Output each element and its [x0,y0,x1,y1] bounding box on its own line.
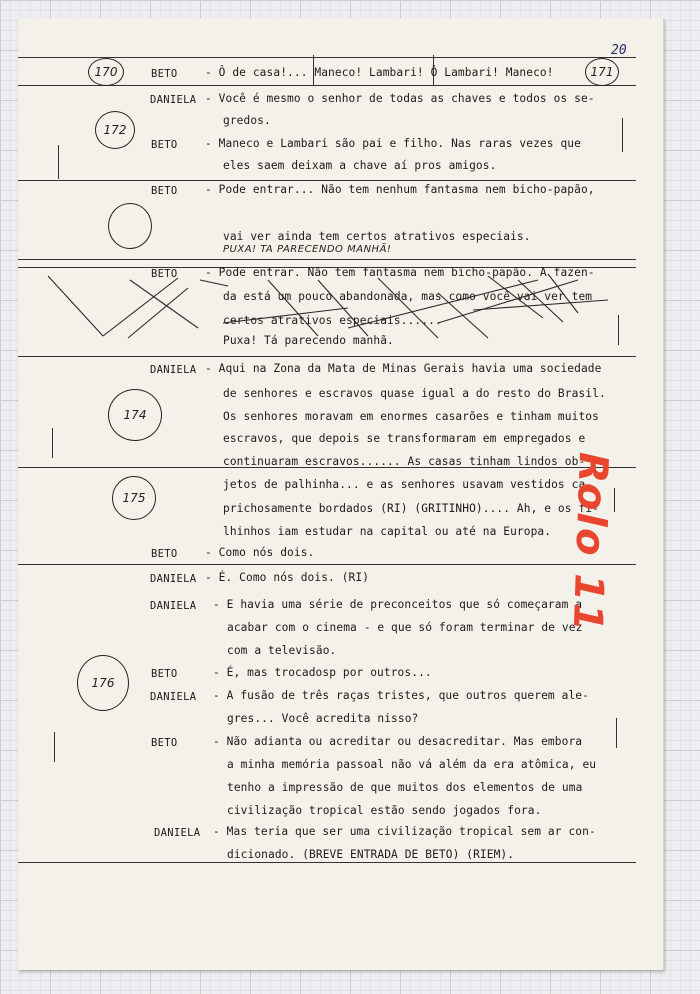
dialogue-line: vai ver ainda tem certos atrativos especiais. [223,230,531,243]
cue-marker-174: 174 [108,389,162,441]
dialogue-line: - Não adianta ou acreditar ou desacreditar. Mas embora [213,735,583,748]
dialogue-line: dicionado. (BREVE ENTRADA DE BETO) (RIEM). [227,848,515,861]
speaker-name: DANIELA [150,600,197,612]
handwritten-note: PUXA! TA PARECENDO MANHÃ! [223,244,392,255]
dialogue-line: prichosamente bordados (RI) (GRITINHO).... Ah, e os fi- [223,502,599,515]
dialogue-line: continuaram escravos...... As casas tinham lindos ob- [223,455,586,468]
cross-out-stroke [128,288,188,338]
speaker-name: DANIELA [150,94,197,106]
cue-marker-171: 171 [585,58,619,86]
speaker-name: DANIELA [154,827,201,839]
cross-out-stroke [488,276,543,318]
dialogue-line: da está um pouco abandonada, mas como você vai ver tem [223,290,593,303]
dialogue-line: Puxa! Tá parecendo manhã. [223,334,394,347]
dialogue-line: tenho a impressão de que muitos dos elementos de uma [227,781,583,794]
speaker-name: BETO [151,185,178,197]
dialogue-line: - Maneco e Lambari são pai e filho. Nas raras vezes que [205,137,581,150]
speaker-name: DANIELA [150,573,197,585]
dialogue-line: escravos, que depois se transformaram em empregados e [223,432,586,445]
cue-marker-170: 170 [88,58,124,86]
dialogue-line: - A fusão de três raças tristes, que outros querem ale- [213,689,589,702]
cross-out-strokes [18,18,663,970]
cue-marker-172: 172 [95,111,135,149]
speaker-name: DANIELA [150,364,197,376]
dialogue-line: certos atrativos especiais...... [223,314,442,327]
margin-note-red: Rolo 11 [563,451,616,634]
page-number: 20 [611,43,627,58]
cross-out-stroke [348,280,538,328]
dialogue-line: de senhores e escravos quase igual a do resto do Brasil. [223,387,606,400]
script-page [18,18,664,970]
dialogue-line: com a televisão. [227,644,337,657]
dialogue-line: - Aqui na Zona da Mata de Minas Gerais havia uma sociedade [205,362,602,375]
speaker-name: BETO [151,668,178,680]
cross-out-stroke [268,280,318,336]
dialogue-line: - Você é mesmo o senhor de todas as chaves e todos os se- [205,92,595,105]
cue-marker-176: 176 [77,655,129,711]
dialogue-line: acabar com o cinema - e que só foram terminar de vez [227,621,583,634]
dialogue-line: - Pode entrar... Não tem nenhum fantasma nem bicho-papão, [205,183,595,196]
speaker-name: BETO [151,68,178,80]
dialogue-line: - Pode entrar. Não tem fantasma nem bicho-papão. A fazen- [205,266,595,279]
cross-out-stroke [223,308,348,323]
dialogue-line: - E havia uma série de preconceitos que só começaram a [213,598,583,611]
dialogue-line: a minha memória passoal não vá além da era atômica, eu [227,758,597,771]
speaker-name: BETO [151,548,178,560]
speaker-name: BETO [151,737,178,749]
cue-marker-175: 175 [112,476,156,520]
speaker-name: BETO [151,268,178,280]
speaker-name: BETO [151,139,178,151]
dialogue-line: jetos de palhinha... e as senhores usavam vestidos ca- [223,478,593,491]
dialogue-line: Os senhores moravam em enormes casarões e tinham muitos [223,410,599,423]
speaker-name: DANIELA [150,691,197,703]
cross-out-stroke [130,280,198,328]
dialogue-line: civilização tropical estão sendo jogados fora. [227,804,542,817]
dialogue-line: lhinhos iam estudar na capital ou até na Europa. [223,525,552,538]
dialogue-line: - É. Como nós dois. (RI) [205,571,370,584]
cross-out-stroke [200,280,228,286]
dialogue-line: gredos. [223,114,271,127]
dialogue-line: - Como nós dois. [205,546,315,559]
dialogue-line: - É, mas trocadosp por outros... [213,666,432,679]
cross-out-stroke [48,276,103,336]
cross-out-stroke [548,274,578,313]
dialogue-line: - Mas teria que ser uma civilização tropical sem ar con- [213,825,596,838]
dialogue-line: - Ô de casa!... Maneco! Lambari! Ô Lambari! Maneco! [205,66,554,79]
dialogue-line: eles saem deixam a chave aí pros amigos. [223,159,497,172]
dialogue-line: gres... Você acredita nisso? [227,712,419,725]
cross-out-stroke [318,280,368,336]
